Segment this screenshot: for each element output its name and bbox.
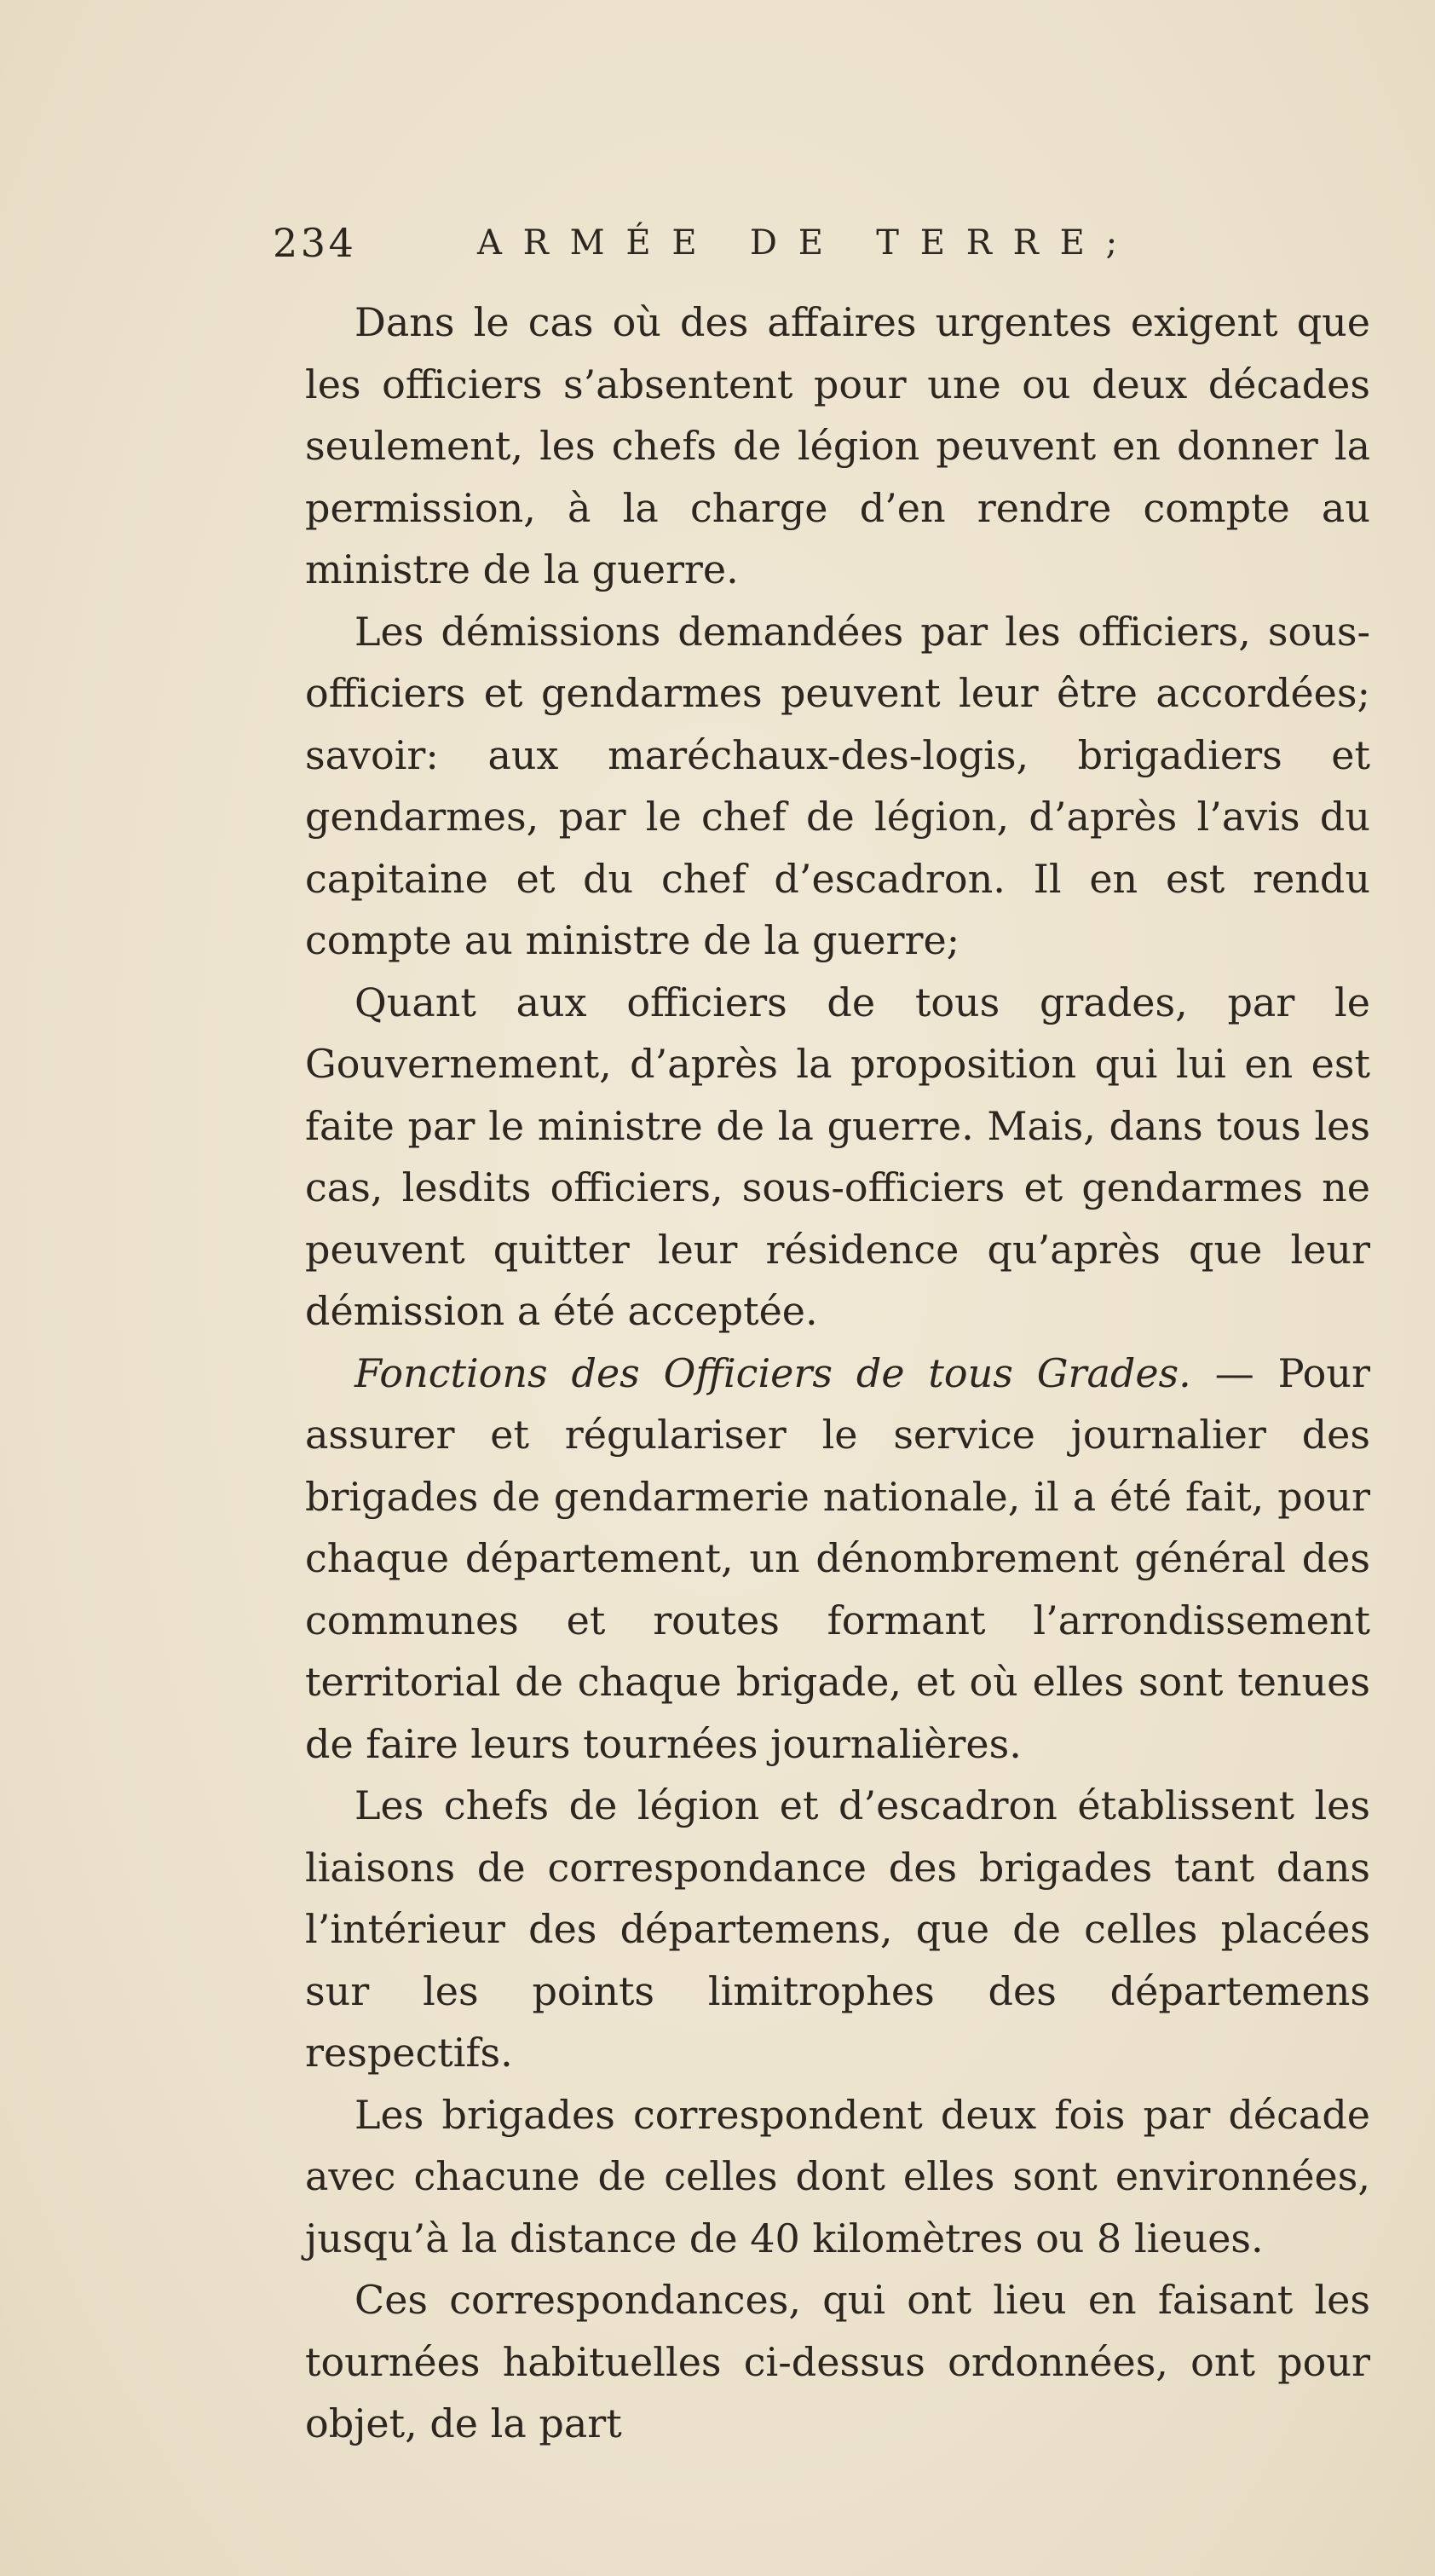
page-number: 234 bbox=[273, 220, 357, 266]
paragraph: Ces correspondances, qui ont lieu en faisant les tournées habituelles ci-dessus ordonnées, ont pour objet, de la part bbox=[305, 2277, 1370, 2446]
body-text bbox=[305, 292, 1370, 2455]
paragraph: Les démissions demandées par les officiers, sous-officiers et gendarmes peuvent leur être accordées; savoir: aux maréchaux-des-logis, brigadiers et gendarmes, par le chef de légion, d’après l’avis du capitaine et du chef d’escadron. Il en est rendu compte au ministre de la guerre; bbox=[305, 608, 1370, 963]
paragraph: Fonctions des Officiers de tous Grades. — Pour assurer et régulariser le service journalier des brigades de gendarmerie nationale, il a été fait, pour chaque département, un dénombrement général des communes et routes formant l’arrondissement territorial de chaque brigade, et où elles sont tenues de faire leurs tournées journalières. bbox=[305, 1349, 1370, 1767]
running-title: ARMÉE DE TERRE; bbox=[477, 223, 1138, 263]
paragraph: Les chefs de légion et d’escadron établissent les liaisons de correspondance des brigades tant dans l’intérieur des départemens, que de celles placées sur les points limitrophes des départemens respectifs. bbox=[305, 1782, 1370, 2076]
paragraph: Quant aux officiers de tous grades, par le Gouvernement, d’après la proposition qui lui en est faite par le ministre de la guerre. Mais, dans tous les cas, lesdits officiers, sous-officiers et gendarmes ne peuvent quitter leur résidence qu’après que leur démission a été acceptée. bbox=[305, 979, 1370, 1334]
page-header bbox=[273, 220, 1227, 280]
paragraph: Les brigades correspondent deux fois par décade avec chacune de celles dont elles sont environnées, jusqu’à la distance de 40 kilomètres ou 8 lieues. bbox=[305, 2091, 1370, 2261]
section-title: Fonctions des Officiers de tous Grades. bbox=[354, 1349, 1191, 1396]
paragraph: Dans le cas où des affaires urgentes exigent que les officiers s’absentent pour une ou deux décades seulement, les chefs de légion peuvent en donner la permission, à la charge d’en rendre compte au ministre de la guerre. bbox=[305, 299, 1370, 592]
